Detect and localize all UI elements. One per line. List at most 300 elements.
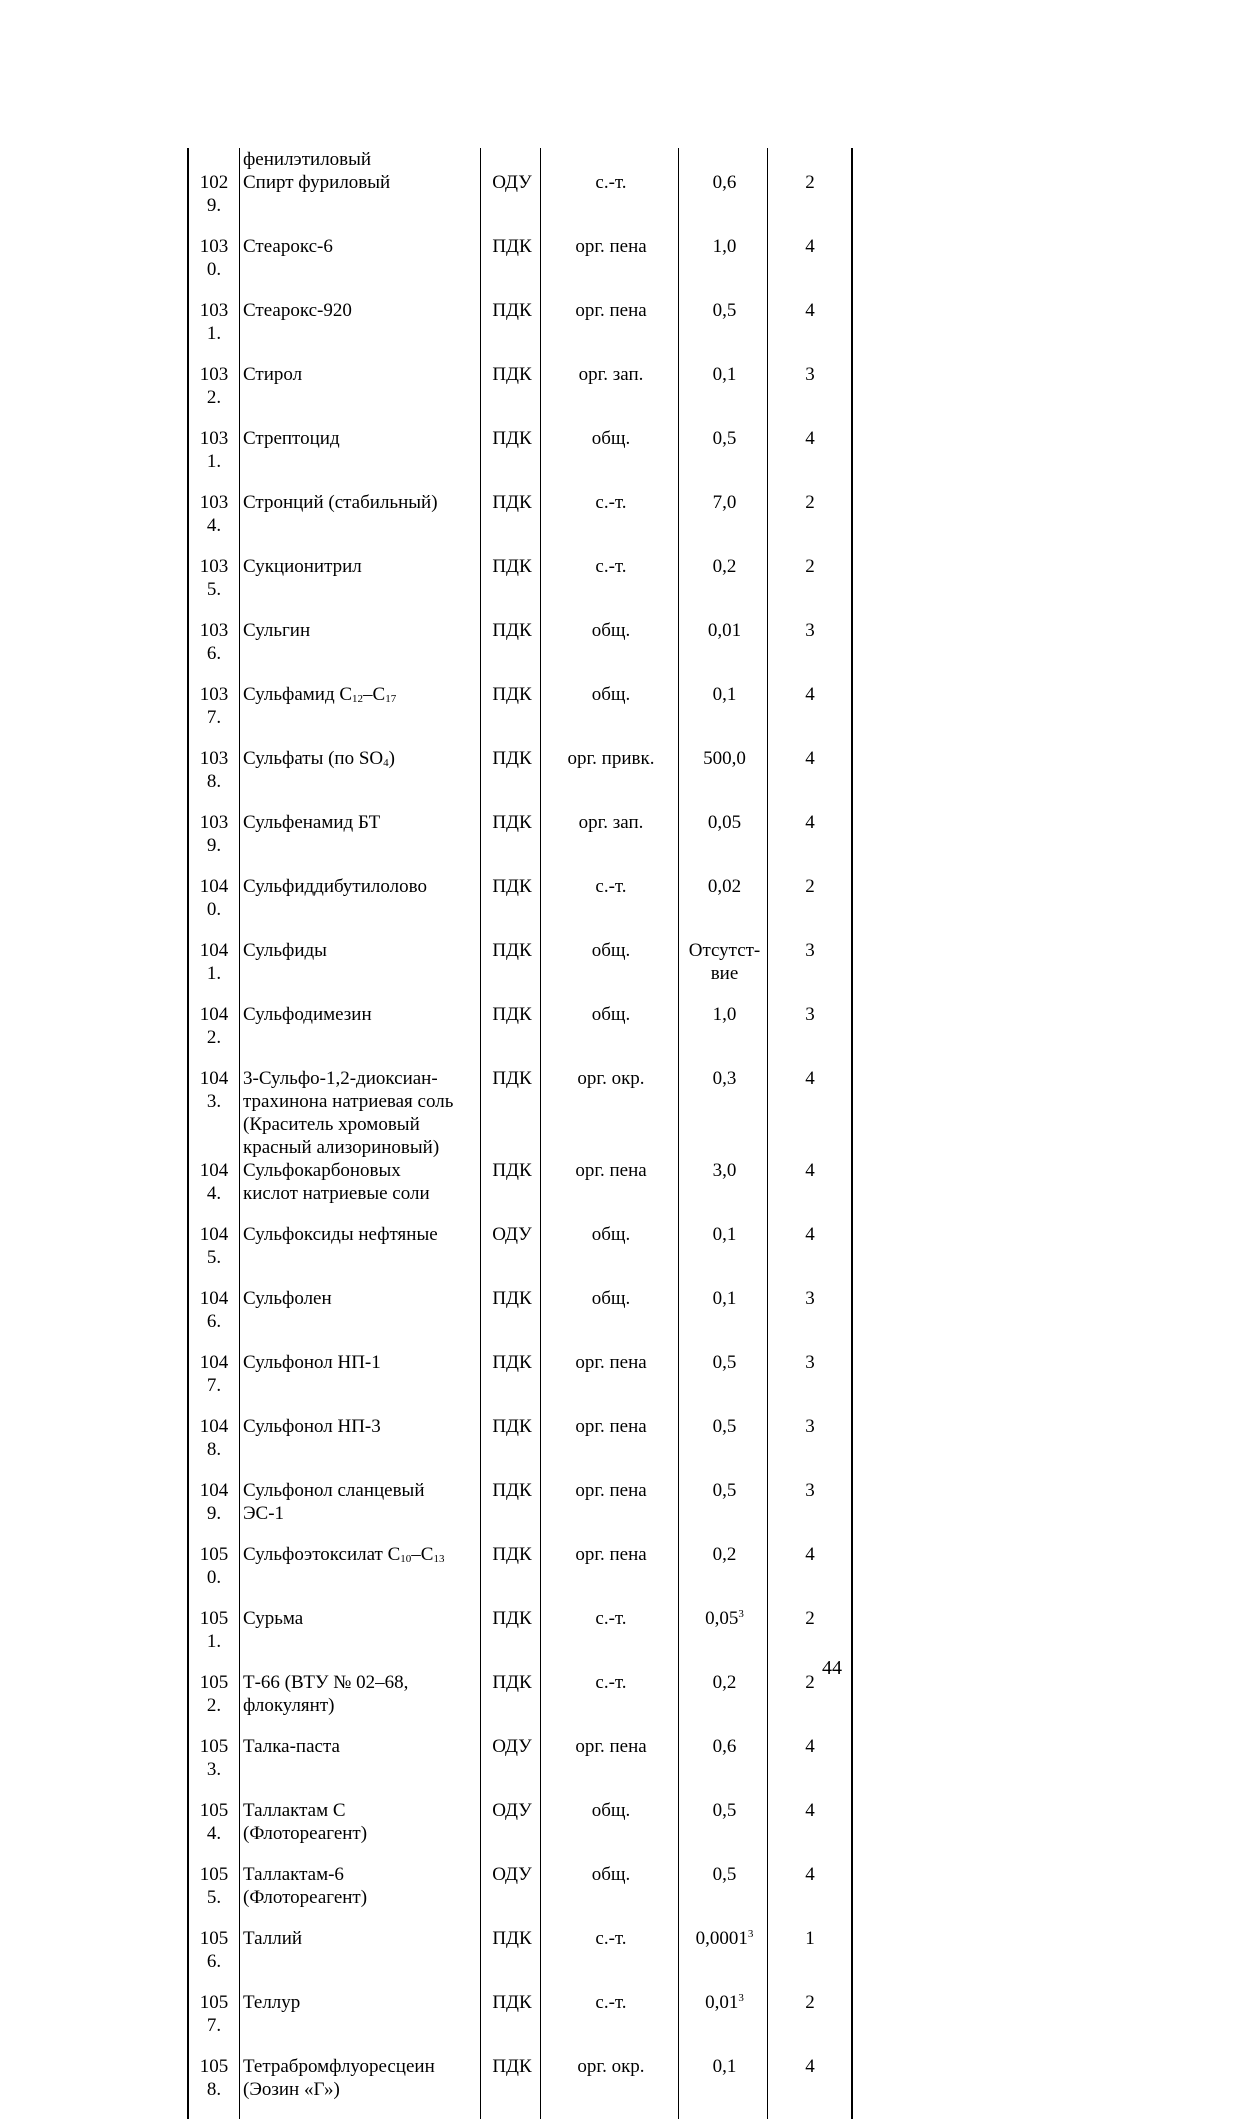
hazard-class: 4 [805, 300, 815, 321]
hazard-sign: общ. [591, 1864, 631, 1885]
name-text: –С [363, 684, 386, 705]
row-number-line: 6. [206, 1311, 222, 1332]
row-number-line: 4. [206, 1823, 222, 1844]
hazard-class: 2 [805, 1672, 815, 1693]
row-number-line: 103 [199, 492, 229, 513]
norm-type: ОДУ [492, 172, 532, 193]
name-text: ) [388, 748, 395, 769]
table-row [189, 1351, 851, 1415]
name-line: Стронций (стабильный) [243, 492, 438, 513]
name-line: Сульфонол НП-3 [243, 1416, 381, 1437]
hazard-class: 2 [805, 1992, 815, 2013]
value-text: 0,5 [712, 300, 737, 321]
name-line: Тетрабромфлуоресцеин [243, 2056, 435, 2077]
name-line: 3-Сульфо-1,2-диоксиан- [243, 1068, 438, 1089]
value-text: 0,3 [712, 1068, 737, 1089]
row-number [189, 875, 239, 939]
concentration-value [680, 619, 769, 683]
norm-type: ПДК [492, 1288, 532, 1309]
concentration-value [680, 1067, 769, 1159]
row-number-line: 104 [199, 1288, 229, 1309]
concentration-value [680, 811, 769, 875]
value-text: 0,1 [712, 364, 737, 385]
value-text: 500,0 [703, 748, 746, 769]
row-number [189, 1863, 239, 1927]
substance-name [239, 555, 482, 619]
row-number-line: 104 [199, 1352, 229, 1373]
table-row [189, 299, 851, 363]
table-body [189, 171, 851, 2119]
row-number [189, 939, 239, 1003]
footnote-mark: 3 [738, 1608, 744, 1620]
concentration-value [680, 747, 769, 811]
column-divider [678, 148, 679, 2119]
hazard-class: 4 [805, 1800, 815, 1821]
name-line: ЭС-1 [243, 1503, 285, 1524]
table-row [189, 1991, 851, 2055]
norm-type: ОДУ [492, 1736, 532, 1757]
row-number [189, 148, 239, 171]
substances-table [187, 148, 853, 2119]
row-number [189, 1671, 239, 1735]
concentration-value [680, 683, 769, 747]
value-text: 0,01 [705, 1992, 739, 2013]
hazard-class: 2 [805, 876, 815, 897]
hazard-sign: общ. [591, 428, 631, 449]
name-line: трахинона натриевая соль [243, 1091, 454, 1112]
row-number-line: 104 [199, 1160, 229, 1181]
row-number-line: 105 [199, 1736, 229, 1757]
row-number-line: 105 [199, 1608, 229, 1629]
row-number [189, 1991, 239, 2055]
value-text: 0,5 [712, 1416, 737, 1437]
value-text: 3,0 [712, 1160, 737, 1181]
footnote-mark: 3 [747, 1928, 754, 1940]
row-number-line: 6. [206, 643, 222, 664]
name-line: флокулянт) [243, 1695, 335, 1716]
row-number [189, 2055, 239, 2119]
row-number-line: 6. [206, 1951, 222, 1972]
concentration-value [680, 1735, 769, 1799]
name-line: Сульфодимезин [243, 1004, 372, 1025]
row-number [189, 1799, 239, 1863]
hazard-class: 4 [805, 684, 815, 705]
concentration-value [680, 1003, 769, 1067]
name-line: Сульфиды [243, 940, 327, 961]
concentration-value [680, 1479, 769, 1543]
hazard-sign: общ. [591, 1288, 631, 1309]
hazard-sign: общ. [591, 940, 631, 961]
hazard-class: 3 [805, 364, 815, 385]
hazard-sign: орг. пена [575, 1416, 647, 1437]
table-row [189, 1799, 851, 1863]
substance-name [239, 1543, 482, 1607]
norm-type: ПДК [492, 428, 532, 449]
norm-type: ПДК [492, 1672, 532, 1693]
table-row [189, 1415, 851, 1479]
substance-name [239, 1735, 482, 1799]
row-number-line: 1. [206, 451, 222, 472]
row-number-line: 103 [199, 748, 229, 769]
row-number [189, 811, 239, 875]
row-number [189, 1223, 239, 1287]
norm-type: ПДК [492, 1928, 532, 1949]
value-text: 0,0001 [695, 1928, 748, 1949]
table-row [189, 2055, 851, 2119]
name-line: Таллактам С [243, 1800, 346, 1821]
table-row [189, 363, 851, 427]
concentration-value [680, 1799, 769, 1863]
name-line: Сульфокарбоновых [243, 1160, 401, 1181]
substance-name [239, 299, 482, 363]
row-number-line: 5. [206, 1887, 222, 1908]
row-number [189, 1543, 239, 1607]
row-number [189, 1927, 239, 1991]
row-number-line: 7. [206, 2015, 222, 2036]
table-row [189, 1927, 851, 1991]
hazard-sign: общ. [591, 620, 631, 641]
hazard-sign: орг. окр. [577, 1068, 645, 1089]
value-text: 0,6 [712, 172, 737, 193]
value-text: 0,1 [712, 1288, 737, 1309]
row-number-line: 2. [206, 1695, 222, 1716]
row-number-line: 104 [199, 1480, 229, 1501]
row-number [189, 1351, 239, 1415]
name-line: Таллий [243, 1928, 303, 1949]
name-line: красный ализориновый) [243, 1137, 440, 1158]
row-number-line: 8. [206, 2079, 222, 2100]
norm-type: ПДК [492, 1160, 532, 1181]
hazard-class: 1 [805, 1928, 815, 1949]
table-row [189, 1735, 851, 1799]
name-line: Сурьма [243, 1608, 304, 1629]
norm-type: ПДК [492, 1480, 532, 1501]
table-row [189, 811, 851, 875]
value-line: вие [710, 963, 739, 984]
hazard-class: 4 [805, 748, 815, 769]
hazard-sign: общ. [591, 684, 631, 705]
norm-type: ПДК [492, 492, 532, 513]
norm-type: ПДК [492, 1068, 532, 1089]
substance-name [239, 1351, 482, 1415]
table-row [189, 491, 851, 555]
table-row [189, 1607, 851, 1671]
row-number-line: 3. [206, 1759, 222, 1780]
row-number-line: 4. [206, 1183, 222, 1204]
table-row [189, 235, 851, 299]
row-number-line: 0. [206, 259, 222, 280]
name-line: кислот натриевые соли [243, 1183, 430, 1204]
name-line: (Эозин «Г») [243, 2079, 340, 2100]
hazard-sign: орг. окр. [577, 2056, 645, 2077]
concentration-value [680, 235, 769, 299]
concentration-value [680, 491, 769, 555]
norm-type: ПДК [492, 876, 532, 897]
name-line: Стрептоцид [243, 428, 340, 449]
hazard-class: 3 [805, 620, 815, 641]
hazard-sign: общ. [591, 1004, 631, 1025]
row-number-line: 105 [199, 1544, 229, 1565]
row-number [189, 363, 239, 427]
hazard-sign: орг. пена [575, 1352, 647, 1373]
name-line: Талка-паста [243, 1736, 340, 1757]
table-row [189, 747, 851, 811]
hazard-class: 3 [805, 1352, 815, 1373]
substance-name: фенилэтиловый [243, 149, 372, 170]
value-text: 0,1 [712, 684, 737, 705]
row-number-line: 9. [206, 1503, 222, 1524]
row-number-line: 104 [199, 1416, 229, 1437]
substance-name [239, 1067, 482, 1159]
name-text: Сульфамид С [243, 684, 353, 705]
page-number: 44 [822, 1657, 842, 1679]
carryover-row [189, 148, 851, 171]
table-row [189, 427, 851, 491]
concentration-value [680, 1671, 769, 1735]
name-line: Стирол [243, 364, 303, 385]
substance-name [239, 1479, 482, 1543]
substance-name [239, 811, 482, 875]
row-number-line: 103 [199, 556, 229, 577]
table-row [189, 1287, 851, 1351]
concentration-value [680, 2055, 769, 2119]
name-line: Сульфенамид БТ [243, 812, 381, 833]
table-row [189, 1067, 851, 1159]
hazard-class: 4 [805, 428, 815, 449]
hazard-sign: орг. зап. [578, 364, 644, 385]
value-text: 0,2 [712, 556, 737, 577]
name-line: Сульфиддибутилолово [243, 876, 427, 897]
column-divider [480, 148, 481, 2119]
substance-name [239, 1287, 482, 1351]
hazard-class: 3 [805, 940, 815, 961]
concentration-value [680, 1607, 769, 1671]
hazard-class: 4 [805, 1224, 815, 1245]
name-line: Таллактам-6 [243, 1864, 344, 1885]
norm-type: ПДК [492, 2056, 532, 2077]
norm-type: ПДК [492, 812, 532, 833]
concentration-value [680, 1543, 769, 1607]
substance-name [239, 171, 482, 235]
table-row [189, 1671, 851, 1735]
hazard-class: 3 [805, 1004, 815, 1025]
hazard-sign: орг. зап. [578, 812, 644, 833]
value-text: 0,05 [707, 812, 742, 833]
name-line: Сукционитрил [243, 556, 362, 577]
hazard-sign: с.-т. [595, 1992, 627, 2013]
row-number [189, 1003, 239, 1067]
substance-name [239, 1799, 482, 1863]
substance-name [239, 491, 482, 555]
concentration-value [680, 1287, 769, 1351]
hazard-sign: с.-т. [595, 1928, 627, 1949]
norm-type: ПДК [492, 300, 532, 321]
value-text: 0,5 [712, 1800, 737, 1821]
row-number-line: 103 [199, 428, 229, 449]
norm-type: ПДК [492, 1004, 532, 1025]
row-number-line: 103 [199, 812, 229, 833]
row-number [189, 171, 239, 235]
row-number [189, 1287, 239, 1351]
value-text: 0,1 [712, 1224, 737, 1245]
row-number-line: 9. [206, 835, 222, 856]
value-text: 0,2 [712, 1672, 737, 1693]
row-number [189, 1479, 239, 1543]
substance-name [239, 939, 482, 1003]
norm-type: ПДК [492, 1352, 532, 1373]
subscript: 17 [385, 693, 397, 705]
row-number [189, 1735, 239, 1799]
row-number-line: 1. [206, 323, 222, 344]
concentration-value [680, 427, 769, 491]
norm-type: ОДУ [492, 1224, 532, 1245]
hazard-class: 4 [805, 812, 815, 833]
norm-type: ПДК [492, 1416, 532, 1437]
substance-name [239, 875, 482, 939]
row-number [189, 299, 239, 363]
hazard-sign: с.-т. [595, 1608, 627, 1629]
norm-type: ОДУ [492, 1864, 532, 1885]
row-number-line: 8. [206, 1439, 222, 1460]
value-text: 0,6 [712, 1736, 737, 1757]
substance-name [239, 1927, 482, 1991]
table-row [189, 1159, 851, 1223]
row-number [189, 619, 239, 683]
row-number-line: 105 [199, 1800, 229, 1821]
row-number-line: 3. [206, 1091, 222, 1112]
table-row [189, 171, 851, 235]
name-line: Сульгин [243, 620, 311, 641]
row-number-line: 0. [206, 1567, 222, 1588]
name-line: (Флотореагент) [243, 1887, 368, 1908]
norm-type: ПДК [492, 556, 532, 577]
value-text: 0,2 [712, 1544, 737, 1565]
hazard-sign: с.-т. [595, 172, 627, 193]
subscript: 12 [352, 693, 364, 705]
row-number-line: 105 [199, 1672, 229, 1693]
name-line: Сульфонол сланцевый [243, 1480, 425, 1501]
hazard-sign: с.-т. [595, 1672, 627, 1693]
row-number [189, 1415, 239, 1479]
row-number-line: 103 [199, 300, 229, 321]
name-line: Стеарокс-6 [243, 236, 333, 257]
concentration-value [680, 555, 769, 619]
substance-name [239, 1671, 482, 1735]
name-text: Сульфоэтоксилат С [243, 1544, 401, 1565]
hazard-class: 3 [805, 1480, 815, 1501]
substance-name [239, 363, 482, 427]
row-number-line: 7. [206, 1375, 222, 1396]
hazard-class: 2 [805, 1608, 815, 1629]
hazard-sign: общ. [591, 1224, 631, 1245]
row-number-line: 105 [199, 1864, 229, 1885]
norm-type: ПДК [492, 684, 532, 705]
row-number-line: 103 [199, 684, 229, 705]
row-number-line: 105 [199, 1992, 229, 2013]
row-number-line: 4. [206, 515, 222, 536]
hazard-sign: орг. пена [575, 1160, 647, 1181]
concentration-value [680, 1927, 769, 1991]
hazard-class: 4 [805, 1736, 815, 1757]
concentration-value [680, 875, 769, 939]
name-line: Спирт фуриловый [243, 172, 391, 193]
row-number [189, 235, 239, 299]
name-line: Сульфонол НП-1 [243, 1352, 381, 1373]
value-text: 0,05 [705, 1608, 739, 1629]
value-line: Отсутст- [688, 940, 761, 961]
row-number-line: 104 [199, 876, 229, 897]
concentration-value [680, 1415, 769, 1479]
substance-name [239, 1863, 482, 1927]
table-row [189, 939, 851, 1003]
row-number-line: 1. [206, 963, 222, 984]
row-number-line: 104 [199, 1068, 229, 1089]
row-number-line: 103 [199, 236, 229, 257]
substance-name [239, 1159, 482, 1223]
substance-name [239, 1003, 482, 1067]
row-number-line: 104 [199, 940, 229, 961]
norm-type: ПДК [492, 364, 532, 385]
hazard-sign: общ. [591, 1800, 631, 1821]
concentration-value [680, 1863, 769, 1927]
row-number [189, 747, 239, 811]
table-row [189, 683, 851, 747]
hazard-class: 4 [805, 236, 815, 257]
row-number-line: 103 [199, 364, 229, 385]
value-text: 0,5 [712, 1864, 737, 1885]
hazard-sign: орг. привк. [567, 748, 655, 769]
hazard-class: 3 [805, 1288, 815, 1309]
hazard-sign: с.-т. [595, 876, 627, 897]
row-number-line: 2. [206, 387, 222, 408]
name-line: (Флотореагент) [243, 1823, 368, 1844]
row-number [189, 427, 239, 491]
substance-name [239, 747, 482, 811]
value-text: 0,5 [712, 1352, 737, 1373]
substance-name [239, 1223, 482, 1287]
table-row [189, 1863, 851, 1927]
row-number [189, 683, 239, 747]
name-line: Стеарокс-920 [243, 300, 352, 321]
name-line: Теллур [243, 1992, 301, 2013]
norm-type: ПДК [492, 236, 532, 257]
substance-name [239, 1415, 482, 1479]
subscript: 13 [433, 1553, 445, 1565]
row-number [189, 555, 239, 619]
hazard-sign: орг. пена [575, 1480, 647, 1501]
row-number-line: 103 [199, 620, 229, 641]
row-number [189, 491, 239, 555]
hazard-class: 4 [805, 1068, 815, 1089]
concentration-value [680, 1223, 769, 1287]
norm-type: ПДК [492, 1544, 532, 1565]
concentration-value [680, 1351, 769, 1415]
value-text: 0,1 [712, 2056, 737, 2077]
norm-type: ОДУ [492, 1800, 532, 1821]
row-number [189, 1067, 239, 1159]
substance-name [239, 619, 482, 683]
norm-type: ПДК [492, 1608, 532, 1629]
value-text: 1,0 [712, 236, 737, 257]
hazard-class: 4 [805, 1544, 815, 1565]
hazard-sign: орг. пена [575, 1736, 647, 1757]
substance-name [239, 427, 482, 491]
value-text: 0,02 [707, 876, 742, 897]
name-line: Сульфоксиды нефтяные [243, 1224, 438, 1245]
norm-type: ПДК [492, 748, 532, 769]
substance-name [239, 2055, 482, 2119]
name-text: –С [411, 1544, 434, 1565]
